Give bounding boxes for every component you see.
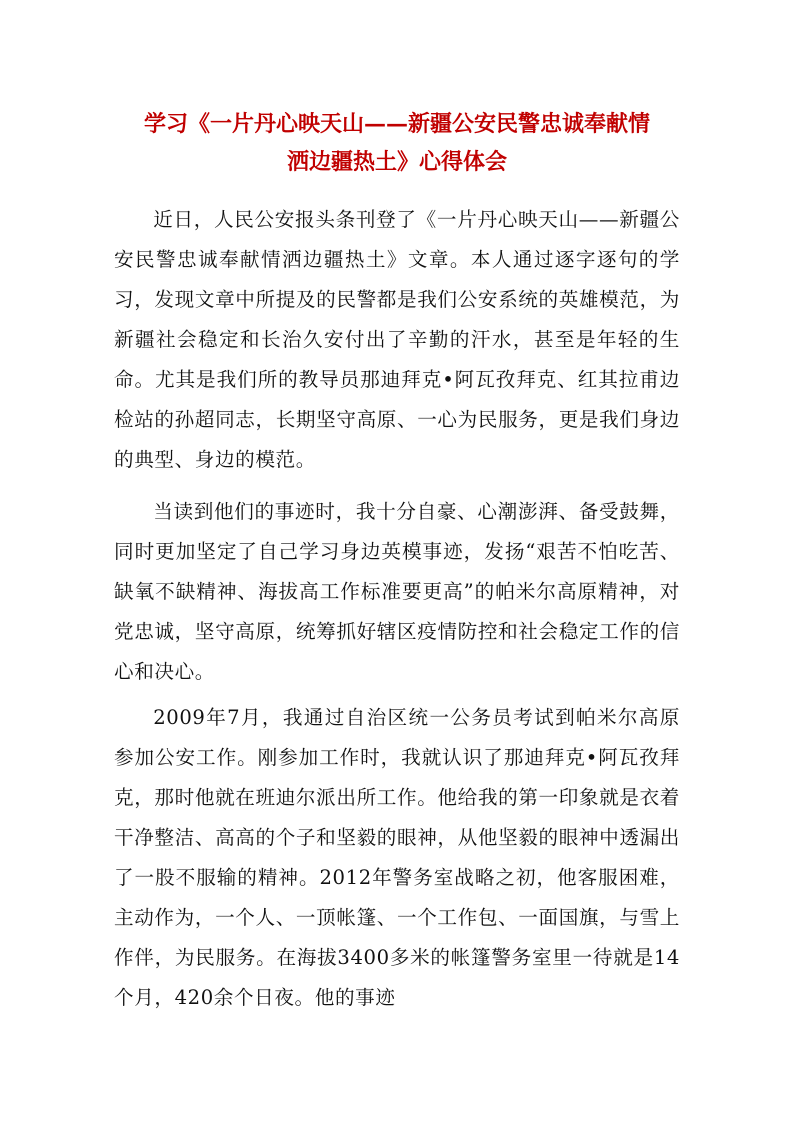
document-title-line-1: 学习《一片丹心映天山——新疆公安民警忠诚奉献情 bbox=[143, 111, 650, 137]
body-paragraph-2: 当读到他们的事迹时，我十分自豪、心潮澎湃、备受鼓舞，同时更加坚定了自己学习身边英模事迹，发扬“艰苦不怕吃苦、缺氧不缺精神、海拔高工作标准要更高”的帕米尔高原精神，对党忠诚，坚守高原，统筹抓好辖区疫情防控和社会稳定工作的信心和决心。 bbox=[114, 500, 680, 683]
document-title-line-2: 洒边疆热土》心得体会 bbox=[286, 149, 507, 175]
body-paragraph-3: 2009年7月，我通过自治区统一公务员考试到帕米尔高原参加公安工作。刚参加工作时，我就认识了那迪拜克•阿瓦孜拜克，那时他就在班迪尔派出所工作。他给我的第一印象就是衣着干净整洁、高高的个子和坚毅的眼神，从他坚毅的眼神中透漏出了一股不服输的精神。2012年警务室战略之初，他客服困难，主动作为，一个人、一顶帐篷、一个工作包、一面国旗，与雪上作伴，为民服务。在海拔3400多米的帐篷警务室里一待就是14个月，420余个日夜。他的事迹 bbox=[114, 706, 680, 1009]
body-paragraph-1: 近日，人民公安报头条刊登了《一片丹心映天山——新疆公安民警忠诚奉献情洒边疆热土》文章。本人通过逐字逐句的学习，发现文章中所提及的民警都是我们公安系统的英雄模范，为新疆社会稳定和长治久安付出了辛勤的汗水，甚至是年轻的生命。尤其是我们所的教导员那迪拜克•阿瓦孜拜克、红其拉甫边检站的孙超同志，长期坚守高原、一心为民服务，更是我们身边的典型、身边的模范。 bbox=[114, 208, 680, 471]
